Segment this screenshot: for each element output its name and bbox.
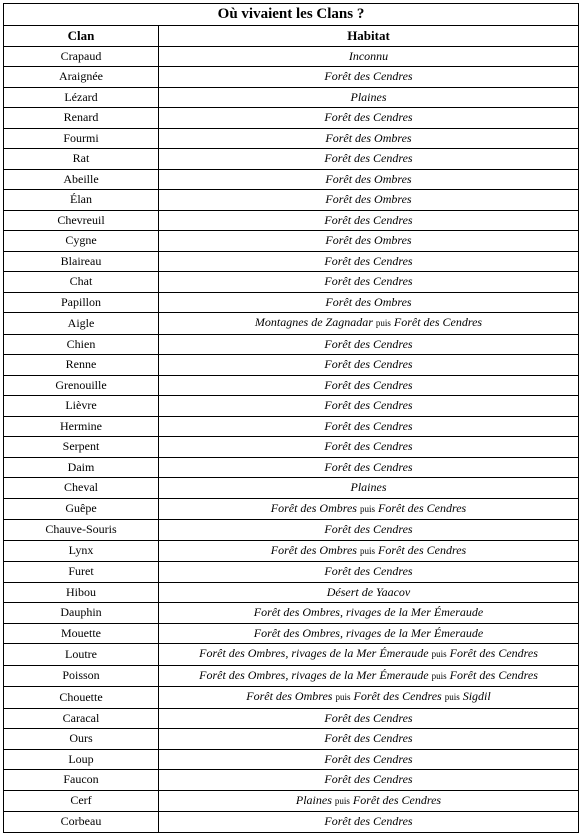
table-row (4, 87, 579, 108)
habitat-place: Forêt des Cendres (324, 110, 413, 124)
clan-name-cell: Cygne (4, 231, 159, 252)
habitat-cell (159, 169, 579, 190)
clan-name-cell: Loup (4, 749, 159, 770)
clan-name-cell: Faucon (4, 770, 159, 791)
table-row (4, 708, 579, 729)
habitat-place: Forêt des Cendres (449, 667, 538, 682)
habitat-cell (159, 644, 579, 666)
table-row (4, 128, 579, 149)
habitat-cell (159, 520, 579, 541)
habitat-place: Forêt des Cendres (324, 459, 413, 474)
clan-name-cell: Cheval (4, 478, 159, 499)
clan-name-cell: Renne (4, 355, 159, 376)
habitat-place: Forêt des Cendres (324, 731, 413, 745)
habitat-place: Plaines (295, 792, 332, 807)
table-body (4, 46, 579, 832)
table-row (4, 603, 579, 624)
habitat-cell (159, 231, 579, 252)
habitat-place: Forêt des Cendres (324, 212, 413, 227)
clan-name-cell: Araignée (4, 67, 159, 88)
habitat-place: Forêt des Cendres (378, 500, 467, 515)
table-row (4, 272, 579, 293)
table-row (4, 149, 579, 170)
clan-name-cell: Furet (4, 562, 159, 583)
clan-name-cell: Papillon (4, 292, 159, 313)
clans-table (3, 3, 579, 833)
table-row (4, 623, 579, 644)
habitat-cell (159, 582, 579, 603)
clan-name-cell: Hermine (4, 416, 159, 437)
table-row (4, 687, 579, 709)
habitat-place: Forêt des Cendres (324, 253, 413, 268)
habitat-cell (159, 416, 579, 437)
habitat-cell (159, 498, 579, 520)
habitat-place: Forêt des Cendres (324, 274, 413, 288)
habitat-cell (159, 251, 579, 272)
clan-name-cell: Poisson (4, 665, 159, 687)
table-row (4, 812, 579, 833)
clan-name-cell: Serpent (4, 437, 159, 458)
habitat-cell (159, 603, 579, 624)
habitat-place: Forêt des Cendres (324, 564, 413, 578)
table-row (4, 729, 579, 750)
habitat-place: Forêt des Cendres (352, 792, 442, 807)
habitat-cell (159, 272, 579, 293)
habitat-cell (159, 540, 579, 562)
habitat-separator: puis (431, 649, 447, 659)
habitat-cell (159, 67, 579, 88)
habitat-place: Forêt des Ombres, rivages de la Mer Émeraude (199, 667, 429, 682)
habitat-cell (159, 313, 579, 335)
clan-name-cell: Grenouille (4, 375, 159, 396)
habitat-place: Forêt des Ombres (325, 233, 412, 247)
habitat-cell (159, 87, 579, 108)
table-row (4, 540, 579, 562)
table-row (4, 313, 579, 335)
table-row (4, 334, 579, 355)
habitat-place: Forêt des Ombres (246, 689, 333, 703)
habitat-place: Forêt des Cendres (324, 377, 413, 392)
habitat-cell (159, 437, 579, 458)
habitat-separator: puis (431, 670, 447, 681)
clan-name-cell: Cerf (4, 790, 159, 812)
habitat-place: Forêt des Ombres, rivages de la Mer Émeraude (199, 646, 429, 660)
habitat-cell (159, 457, 579, 478)
habitat-place: Forêt des Cendres (324, 772, 413, 786)
habitat-cell (159, 292, 579, 313)
habitat-cell (159, 478, 579, 499)
clan-name-cell: Chien (4, 334, 159, 355)
habitat-separator: puis (335, 692, 351, 702)
habitat-cell (159, 149, 579, 170)
habitat-cell (159, 812, 579, 833)
habitat-separator: puis (375, 318, 391, 328)
table-row (4, 210, 579, 231)
table-row (4, 562, 579, 583)
habitat-cell (159, 770, 579, 791)
habitat-place: Plaines (350, 480, 387, 494)
clan-name-cell: Lièvre (4, 396, 159, 417)
table-row (4, 169, 579, 190)
clan-name-cell: Blaireau (4, 251, 159, 272)
table-row (4, 790, 579, 812)
habitat-cell (159, 396, 579, 417)
habitat-place: Forêt des Cendres (324, 710, 413, 725)
table-row (4, 231, 579, 252)
habitat-place: Montagnes de Zagnadar (254, 315, 373, 329)
habitat-place: Forêt des Cendres (324, 69, 413, 83)
clan-name-cell: Loutre (4, 644, 159, 666)
habitat-place: Forêt des Ombres, rivages de la Mer Émeraude (253, 605, 484, 619)
habitat-cell (159, 749, 579, 770)
clan-name-cell: Chauve-Souris (4, 520, 159, 541)
habitat-place: Forêt des Ombres (325, 171, 412, 186)
clan-name-cell: Hibou (4, 582, 159, 603)
clan-name-cell: Abeille (4, 169, 159, 190)
title-row (4, 4, 579, 26)
habitat-cell (159, 729, 579, 750)
habitat-place: Forêt des Cendres (324, 336, 413, 351)
clan-name-cell: Ours (4, 729, 159, 750)
habitat-place: Forêt des Cendres (324, 418, 413, 433)
habitat-place: Forêt des Cendres (324, 751, 413, 766)
habitat-place: Forêt des Ombres (325, 192, 412, 206)
table-row (4, 478, 579, 499)
header-row (4, 26, 579, 47)
table-row (4, 644, 579, 666)
table-row (4, 251, 579, 272)
table-row (4, 665, 579, 687)
habitat-cell (159, 334, 579, 355)
habitat-cell (159, 375, 579, 396)
clan-name-cell: Dauphin (4, 603, 159, 624)
habitat-cell (159, 190, 579, 211)
habitat-cell (159, 562, 579, 583)
clan-name-cell: Crapaud (4, 46, 159, 67)
habitat-cell (159, 108, 579, 129)
habitat-place: Forêt des Ombres (325, 294, 412, 309)
habitat-place: Forêt des Cendres (378, 542, 467, 557)
clan-name-cell: Guêpe (4, 498, 159, 520)
table-row (4, 292, 579, 313)
table-row (4, 190, 579, 211)
habitat-place: Forêt des Ombres, rivages de la Mer Émeraude (253, 625, 484, 640)
clan-name-cell: Lézard (4, 87, 159, 108)
clan-name-cell: Daim (4, 457, 159, 478)
habitat-place: Forêt des Cendres (324, 522, 413, 536)
clan-name-cell: Chat (4, 272, 159, 293)
habitat-place: Sigdil (462, 689, 491, 703)
habitat-place: Forêt des Cendres (324, 357, 413, 371)
habitat-cell (159, 708, 579, 729)
habitat-place: Inconnu (348, 48, 389, 63)
habitat-separator: puis (359, 545, 375, 556)
table-row (4, 67, 579, 88)
habitat-place: Forêt des Ombres (270, 500, 357, 515)
habitat-place: Désert de Yaacov (326, 584, 411, 599)
table-title: Où vivaient les Clans ? (4, 4, 579, 26)
column-header-habitat: Habitat (159, 26, 579, 47)
table-row (4, 582, 579, 603)
clan-name-cell: Aigle (4, 313, 159, 335)
table-row (4, 457, 579, 478)
habitat-cell (159, 355, 579, 376)
table-row (4, 770, 579, 791)
habitat-place: Forêt des Cendres (393, 315, 483, 329)
clan-name-cell: Renard (4, 108, 159, 129)
clan-name-cell: Mouette (4, 623, 159, 644)
habitat-separator: puis (444, 692, 460, 702)
habitat-place: Plaines (350, 89, 387, 104)
habitat-place: Forêt des Cendres (449, 646, 538, 660)
table-row (4, 375, 579, 396)
table-row (4, 520, 579, 541)
habitat-cell (159, 46, 579, 67)
table-row (4, 437, 579, 458)
habitat-place: Forêt des Cendres (324, 439, 413, 453)
habitat-separator: puis (334, 795, 350, 806)
habitat-cell (159, 623, 579, 644)
table-row (4, 46, 579, 67)
habitat-cell (159, 665, 579, 687)
habitat-place: Forêt des Cendres (324, 814, 413, 828)
habitat-place: Forêt des Ombres (325, 130, 412, 145)
clan-name-cell: Corbeau (4, 812, 159, 833)
clan-name-cell: Rat (4, 149, 159, 170)
habitat-cell (159, 128, 579, 149)
habitat-cell (159, 790, 579, 812)
habitat-place: Forêt des Cendres (353, 689, 442, 703)
clan-name-cell: Fourmi (4, 128, 159, 149)
habitat-place: Forêt des Cendres (324, 398, 413, 412)
table-row (4, 396, 579, 417)
table-row (4, 416, 579, 437)
column-header-clan: Clan (4, 26, 159, 47)
table-row (4, 498, 579, 520)
habitat-place: Forêt des Ombres (270, 542, 357, 557)
habitat-cell (159, 210, 579, 231)
habitat-separator: puis (359, 503, 375, 514)
clan-name-cell: Lynx (4, 540, 159, 562)
habitat-cell (159, 687, 579, 709)
clan-name-cell: Chevreuil (4, 210, 159, 231)
clan-name-cell: Élan (4, 190, 159, 211)
table-row (4, 108, 579, 129)
habitat-place: Forêt des Cendres (324, 151, 413, 165)
clan-name-cell: Caracal (4, 708, 159, 729)
table-row (4, 355, 579, 376)
clan-name-cell: Chouette (4, 687, 159, 709)
table-row (4, 749, 579, 770)
